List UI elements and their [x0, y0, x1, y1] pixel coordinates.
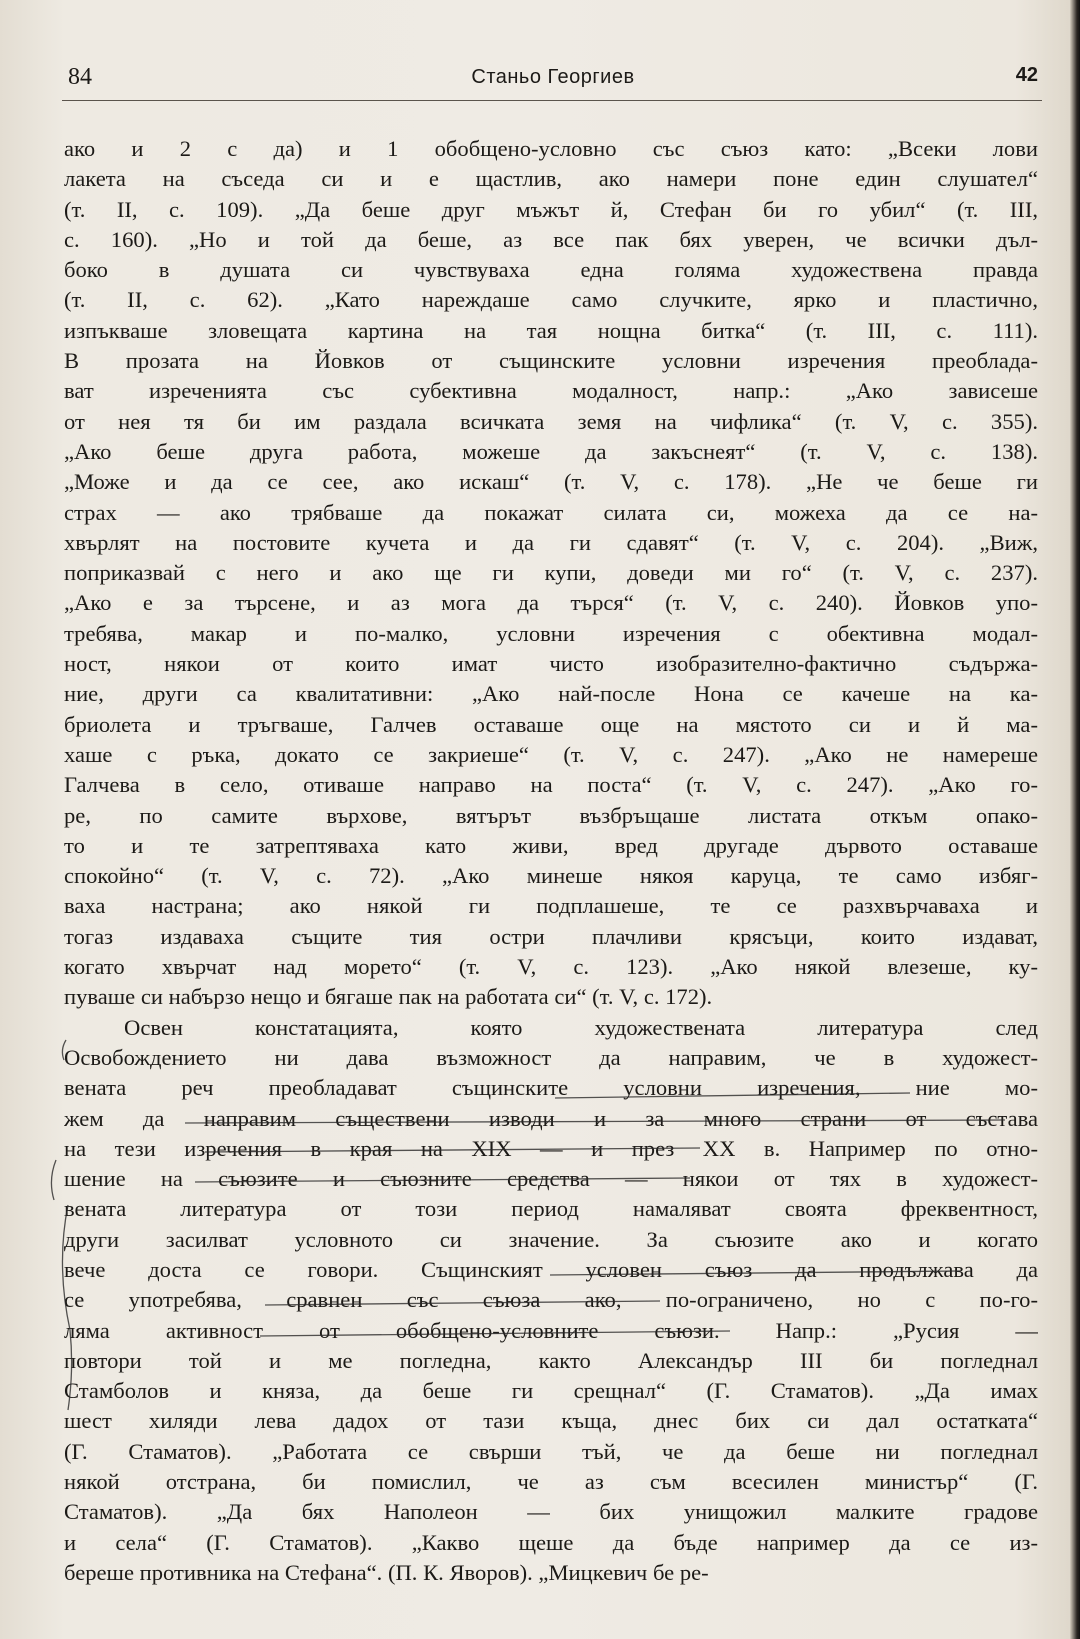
text-line: ват изреченията със субективна модалност, напр.: „Ако зависеше: [64, 378, 1038, 404]
text-line: В прозата на Йовков от същинските условни изречения преоблада-: [64, 348, 1038, 374]
text-line: Галчева в село, отиваше направо на поста“ (т. V, с. 247). „Ако го-: [64, 772, 1038, 798]
text-line: повтори той и ме погледна, както Александър III би погледнал: [64, 1347, 1038, 1373]
text-line: ре, по самите върхове, вятърът възбръщаше листата откъм опако-: [64, 802, 1038, 828]
text-line: ност, някои от които имат чисто изобразително-фактично съдържа-: [64, 651, 1038, 677]
text-line: на тези изречения в края на XIX — и през XX в. Например по отно-: [64, 1135, 1038, 1161]
text-line: ние, други са квалитативни: „Ако най-после Нона се качеше на ка-: [64, 681, 1038, 707]
text-line: някой отстрана, би помислил, че аз съм всесилен министър“ (Г.: [64, 1469, 1038, 1495]
text-line-paragraph-start: Освен констатацията, която художествената литература след: [124, 1014, 1038, 1040]
text-line: вената реч преобладават същинските условни изречения, ние мо-: [64, 1075, 1038, 1101]
page-number-right: 42: [1015, 64, 1038, 86]
text-line: други засилват условното си значение. За съюзите ако и когато: [64, 1226, 1038, 1252]
text-line: лакета на съседа си и е щастлив, ако намери поне един слушател“: [64, 166, 1038, 192]
running-title: Станьо Георгиев: [471, 66, 635, 88]
text-line: и села“ (Г. Стаматов). „Какво щеше да бъде например да се из-: [64, 1529, 1038, 1555]
text-line: (т. II, с. 109). „Да беше друг мъжът й, Стефан би го убил“ (т. III,: [64, 196, 1038, 222]
text-line: ако и 2 с да) и 1 обобщено-условно със съюз като: „Всеки лови: [64, 136, 1038, 161]
page-header: [68, 64, 1038, 98]
text-line: боко в душата си чувствуваха една голяма художествена правда: [64, 257, 1038, 283]
text-line: Освобождението ни дава възможност да направим, че в художест-: [64, 1044, 1038, 1070]
body-text: [64, 134, 1038, 1588]
text-line: Стаматов). „Да бях Наполеон — бих унищожил малките градове: [64, 1499, 1038, 1525]
text-line: когато хвърчат над морето“ (т. V, с. 123). „Ако някой влезеше, ку-: [64, 954, 1038, 980]
text-line: хвърлят на постовите кучета и да ги сдавят“ (т. V, с. 204). „Виж,: [64, 529, 1038, 555]
text-line: тогаз издаваха същите тия остри плачливи крясъци, които издават,: [64, 923, 1038, 949]
text-line: ляма активност от обобщено-условните съюзи. Напр.: „Русия —: [64, 1317, 1038, 1343]
text-line: от нея тя би им раздала всичката земя на чифлика“ (т. V, с. 355).: [64, 408, 1038, 434]
text-line: то и те затрептяваха като живи, вред другаде дървото оставаше: [64, 832, 1038, 858]
text-line: „Ако е за търсене, и аз мога да търся“ (т. V, с. 240). Йовков упо-: [64, 590, 1038, 616]
text-line: „Ако беше друга работа, можеше да закъснеят“ (т. V, с. 138).: [64, 438, 1038, 464]
header-rule: [62, 100, 1042, 101]
text-line: Стамболов и княза, да беше ги срещнал“ (Г. Стаматов). „Да имах: [64, 1378, 1038, 1404]
text-line: хаше с ръка, докато се закриеше“ (т. V, с. 247). „Ако не намереше: [64, 741, 1038, 767]
text-line: вече доста се говори. Същинският условен съюз да продължава да: [64, 1256, 1038, 1282]
text-line: ваха настрана; ако някой ги подплашеше, те се разхвърчаваха и: [64, 893, 1038, 919]
text-line: требява, макар и по-малко, условни изречения с обективна модал-: [64, 620, 1038, 646]
text-line: „Може и да се сее, ако искаш“ (т. V, с. 178). „Не че беше ги: [64, 469, 1038, 495]
text-line: страх — ако трябваше да покажат силата си, можеха да се на-: [64, 499, 1038, 525]
text-line: пуваше си набързо нещо и бягаше пак на работата си“ (т. V, с. 172).: [64, 984, 713, 1010]
text-line: шест хиляди лева дадох от тази къща, днес бих си дал остатката“: [64, 1408, 1038, 1434]
text-line: се употребява, сравнен със съюза ако, по-ограничено, но с по-го-: [64, 1287, 1038, 1313]
text-line: (Г. Стаматов). „Работата се свърши тъй, че да беше ни погледнал: [64, 1438, 1038, 1464]
text-line: вената литература от този период намаляват своята фреквентност,: [64, 1196, 1038, 1222]
text-line: (т. II, с. 62). „Като нареждаше само случките, ярко и пластично,: [64, 287, 1038, 313]
text-line: шение на съюзите и съюзните средства — някои от тях в художест-: [64, 1166, 1038, 1192]
page-edge-shadow: [1070, 0, 1080, 1639]
text-line: с. 160). „Но и той да беше, аз все пак бях уверен, че всички дъл-: [64, 226, 1038, 252]
text-line: поприказвай с него и ако ще ги купи, доведи ми го“ (т. V, с. 237).: [64, 560, 1038, 586]
text-line: изпъкваше зловещата картина на тая нощна битка“ (т. III, с. 111).: [64, 317, 1038, 343]
text-line: береше противника на Стефана“. (П. К. Яворов). „Мицкевич бе ре-: [64, 1559, 709, 1585]
text-line: спокойно“ (т. V, с. 72). „Ако минеше някоя каруца, те само избяг-: [64, 863, 1038, 889]
text-line: бриолета и тръгваше, Галчев оставаше още на мястото си и й ма-: [64, 711, 1038, 737]
page-number-left: 84: [68, 64, 92, 90]
text-line: жем да направим съществени изводи и за много страни от състава: [64, 1105, 1038, 1131]
